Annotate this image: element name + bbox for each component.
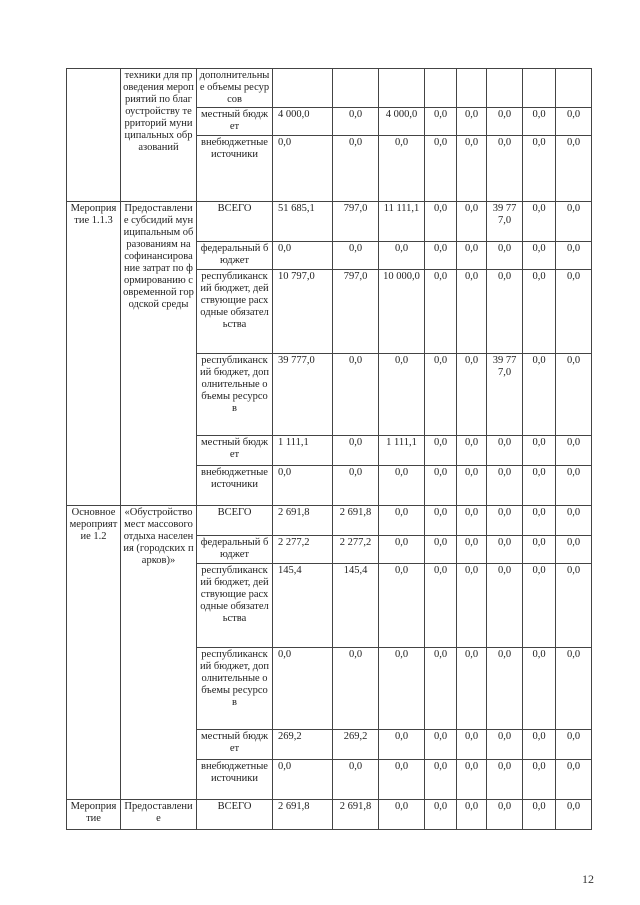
value-cell: 0,0 [425,242,457,270]
value-cell: 0,0 [379,136,425,202]
budget-table [66,68,592,830]
value-cell: 1 111,1 [273,436,333,466]
value-cell: 0,0 [487,648,523,730]
value-cell: 10 797,0 [273,270,333,354]
value-cell: 0,0 [457,730,487,760]
value-cell: 145,4 [333,564,379,648]
value-cell: 0,0 [379,354,425,436]
value-cell: 0,0 [425,800,457,830]
value-cell: 0,0 [556,564,592,648]
value-cell: 51 685,1 [273,202,333,242]
page-number: 12 [582,872,594,886]
value-cell: 0,0 [425,108,457,136]
value-cell: 0,0 [457,242,487,270]
value-cell: 10 000,0 [379,270,425,354]
value-cell: 0,0 [487,564,523,648]
value-cell: 0,0 [523,136,556,202]
value-cell: 0,0 [457,800,487,830]
value-cell: 0,0 [333,760,379,800]
value-cell: 2 277,2 [273,536,333,564]
funding-source: дополнительные объемы ресурсов [197,69,273,108]
value-cell: 797,0 [333,270,379,354]
value-cell: 2 691,8 [273,506,333,536]
value-cell: 0,0 [379,506,425,536]
value-cell: 0,0 [556,354,592,436]
funding-source: федеральный бюджет [197,242,273,270]
value-cell: 0,0 [556,730,592,760]
value-cell [333,69,379,108]
value-cell: 0,0 [457,436,487,466]
value-cell: 0,0 [556,536,592,564]
value-cell: 0,0 [556,436,592,466]
value-cell: 0,0 [273,466,333,506]
value-cell: 0,0 [523,202,556,242]
value-cell: 1 111,1 [379,436,425,466]
funding-source: федеральный бюджет [197,536,273,564]
value-cell: 0,0 [333,648,379,730]
funding-source: местный бюджет [197,108,273,136]
value-cell: 4 000,0 [379,108,425,136]
value-cell: 0,0 [379,564,425,648]
value-cell: 0,0 [487,270,523,354]
value-cell: 0,0 [425,354,457,436]
funding-source: внебюджетные источники [197,466,273,506]
value-cell: 0,0 [556,760,592,800]
value-cell: 0,0 [333,108,379,136]
value-cell: 0,0 [457,760,487,800]
value-cell: 0,0 [523,108,556,136]
value-cell: 0,0 [379,800,425,830]
value-cell: 269,2 [333,730,379,760]
value-cell: 0,0 [425,506,457,536]
measure-description: техники для проведения мероприятий по благоустройству территорий муниципальных образований [121,69,197,202]
measure-label [67,69,121,202]
funding-source: внебюджетные источники [197,136,273,202]
value-cell: 0,0 [457,536,487,564]
funding-source: республиканский бюджет, дополнительные объемы ресурсов [197,354,273,436]
measure-description: «Обустройство мест массового отдыха населения (городских парков)» [121,506,197,800]
value-cell: 0,0 [425,730,457,760]
value-cell: 0,0 [523,270,556,354]
value-cell: 0,0 [487,436,523,466]
budget-table-container [66,68,591,830]
value-cell: 0,0 [425,136,457,202]
value-cell: 0,0 [556,506,592,536]
value-cell: 0,0 [487,506,523,536]
value-cell: 2 691,8 [273,800,333,830]
funding-source: ВСЕГО [197,506,273,536]
table-row [67,69,592,108]
value-cell: 39 777,0 [487,202,523,242]
value-cell: 0,0 [379,760,425,800]
value-cell [523,69,556,108]
value-cell: 0,0 [523,800,556,830]
table-row [67,800,592,830]
value-cell: 2 691,8 [333,506,379,536]
measure-label: Мероприятие [67,800,121,830]
funding-source: внебюджетные источники [197,760,273,800]
value-cell: 4 000,0 [273,108,333,136]
value-cell: 0,0 [457,108,487,136]
value-cell: 0,0 [379,466,425,506]
measure-label: Основное мероприятие 1.2 [67,506,121,800]
value-cell: 0,0 [487,136,523,202]
value-cell: 0,0 [487,536,523,564]
value-cell: 39 777,0 [273,354,333,436]
value-cell: 0,0 [273,648,333,730]
value-cell: 0,0 [333,242,379,270]
funding-source: местный бюджет [197,436,273,466]
value-cell: 0,0 [556,202,592,242]
value-cell: 0,0 [523,506,556,536]
value-cell: 0,0 [487,730,523,760]
value-cell: 0,0 [379,536,425,564]
value-cell: 0,0 [457,202,487,242]
value-cell: 2 277,2 [333,536,379,564]
value-cell: 0,0 [487,760,523,800]
value-cell: 0,0 [425,270,457,354]
value-cell: 0,0 [333,354,379,436]
value-cell: 0,0 [457,506,487,536]
value-cell: 11 111,1 [379,202,425,242]
value-cell [487,69,523,108]
value-cell [556,69,592,108]
funding-source: республиканский бюджет, дополнительные объемы ресурсов [197,648,273,730]
value-cell: 0,0 [273,760,333,800]
value-cell: 0,0 [273,242,333,270]
value-cell: 0,0 [457,270,487,354]
value-cell: 0,0 [523,648,556,730]
value-cell: 2 691,8 [333,800,379,830]
value-cell: 0,0 [457,466,487,506]
value-cell [379,69,425,108]
value-cell: 0,0 [556,270,592,354]
value-cell: 0,0 [273,136,333,202]
value-cell: 0,0 [333,466,379,506]
funding-source: республиканский бюджет, действующие расходные обязательства [197,564,273,648]
value-cell: 0,0 [457,354,487,436]
value-cell: 145,4 [273,564,333,648]
value-cell: 0,0 [333,136,379,202]
value-cell: 0,0 [523,536,556,564]
value-cell: 0,0 [523,354,556,436]
value-cell: 0,0 [425,436,457,466]
value-cell: 0,0 [487,242,523,270]
funding-source: местный бюджет [197,730,273,760]
value-cell: 0,0 [556,242,592,270]
value-cell: 0,0 [425,466,457,506]
value-cell: 0,0 [425,564,457,648]
value-cell: 0,0 [487,800,523,830]
value-cell: 0,0 [556,466,592,506]
value-cell [273,69,333,108]
value-cell: 0,0 [556,136,592,202]
value-cell: 0,0 [457,564,487,648]
measure-description: Предоставление [121,800,197,830]
value-cell: 0,0 [425,648,457,730]
value-cell: 0,0 [523,436,556,466]
measure-description: Предоставление субсидий муниципальным образованиям на софинансирование затрат по формированию современной городской среды [121,202,197,506]
value-cell: 269,2 [273,730,333,760]
funding-source: ВСЕГО [197,202,273,242]
value-cell [425,69,457,108]
measure-label: Мероприятие 1.1.3 [67,202,121,506]
value-cell: 0,0 [457,648,487,730]
value-cell: 0,0 [523,242,556,270]
value-cell: 0,0 [333,436,379,466]
value-cell: 0,0 [556,108,592,136]
value-cell: 0,0 [523,466,556,506]
funding-source: ВСЕГО [197,800,273,830]
value-cell: 0,0 [487,466,523,506]
value-cell: 0,0 [379,648,425,730]
value-cell: 0,0 [425,202,457,242]
value-cell: 0,0 [425,760,457,800]
value-cell: 39 777,0 [487,354,523,436]
table-row [67,202,592,242]
value-cell: 0,0 [379,730,425,760]
value-cell: 0,0 [379,242,425,270]
value-cell: 0,0 [556,800,592,830]
value-cell: 0,0 [425,536,457,564]
value-cell: 0,0 [523,760,556,800]
value-cell: 0,0 [457,136,487,202]
value-cell: 797,0 [333,202,379,242]
funding-source: республиканский бюджет, действующие расходные обязательства [197,270,273,354]
value-cell: 0,0 [487,108,523,136]
value-cell: 0,0 [556,648,592,730]
value-cell: 0,0 [523,564,556,648]
value-cell [457,69,487,108]
value-cell: 0,0 [523,730,556,760]
table-row [67,506,592,536]
